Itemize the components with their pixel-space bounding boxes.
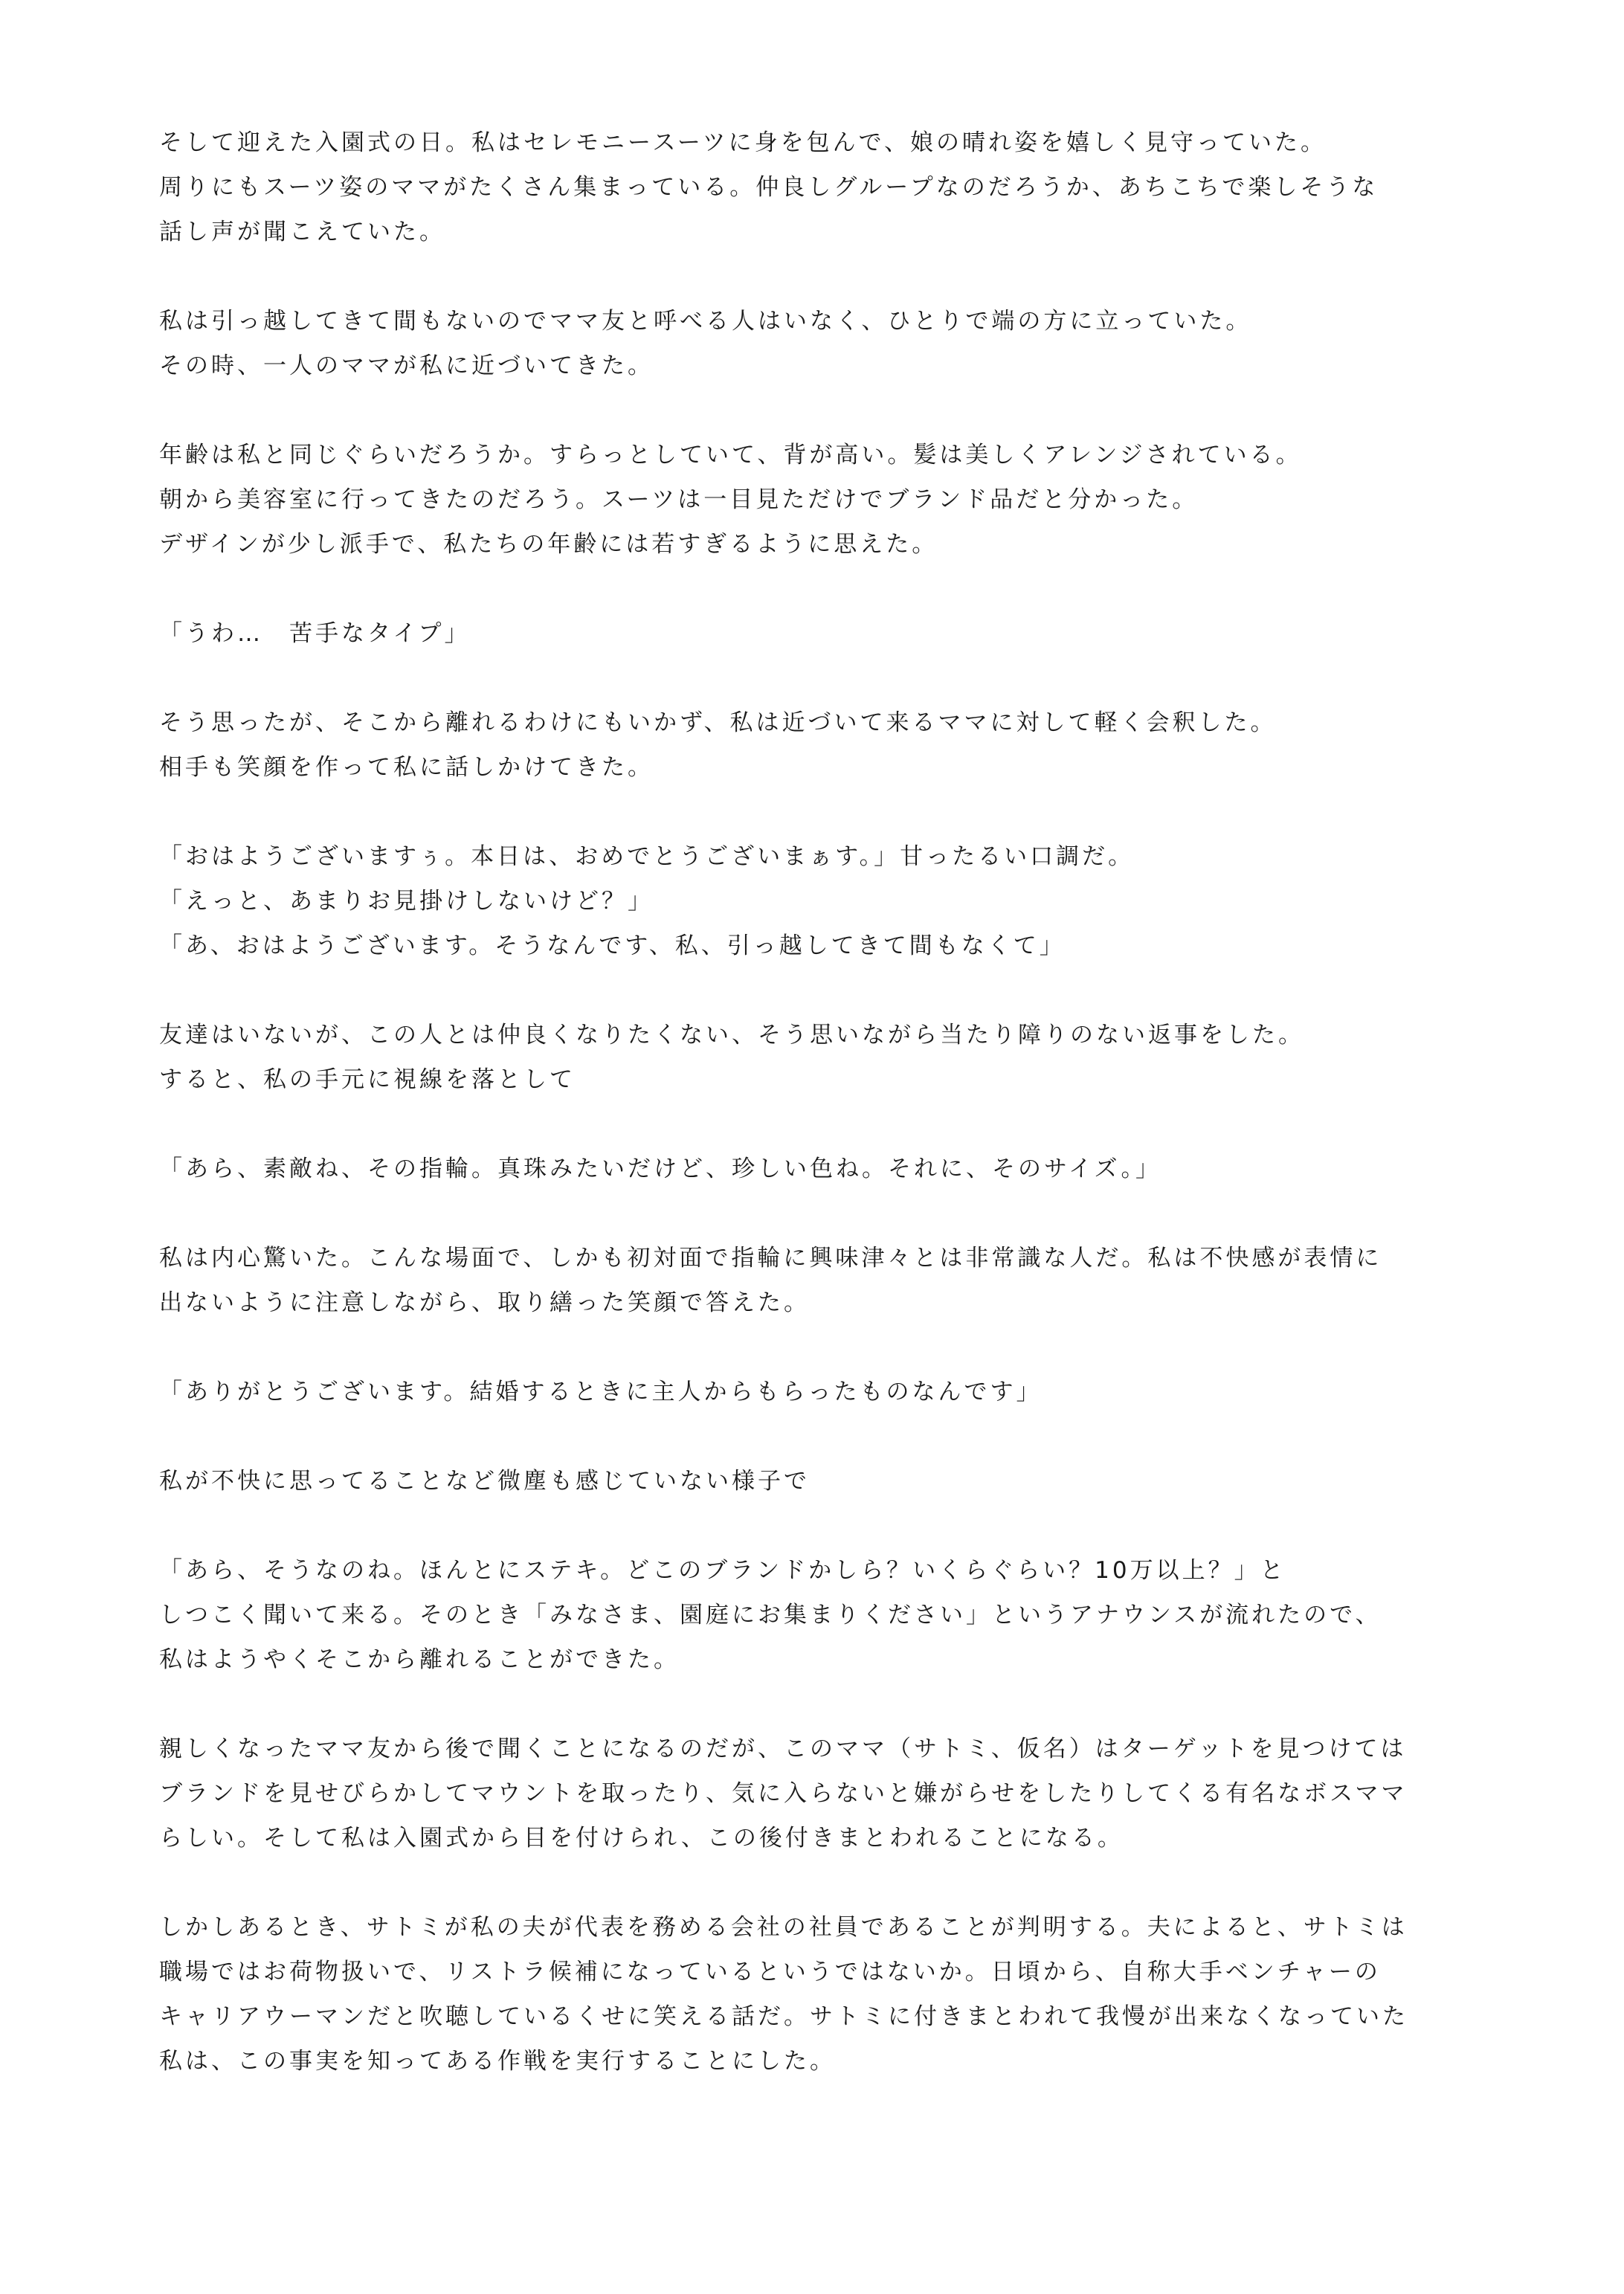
text-line: 私が不快に思ってることなど微塵も感じていない様子で	[159, 1468, 810, 1495]
text-line: そう思ったが、そこから離れるわけにもいかず、私は近づいて来るママに対して軽く会釈した。	[159, 709, 1277, 736]
text-line: 友達はいないが、この人とは仲良くなりたくない、そう思いながら当たり障りのない返事をした。	[159, 1022, 1304, 1048]
text-line: 私は、この事実を知ってある作戦を実行することにした。	[159, 2048, 836, 2075]
paragraph	[159, 611, 1490, 656]
paragraph	[159, 1013, 1490, 1102]
text-line: そして迎えた入園式の日。私はセレモニースーツに身を包んで、娘の晴れ姿を嬉しく見守っていた。	[159, 129, 1327, 156]
text-line: 年齢は私と同じぐらいだろうか。すらっとしていて、背が高い。髪は美しくアレンジされている。	[159, 442, 1302, 468]
text-line: 「ありがとうございます。結婚するときに主人からもらったものなんです」	[159, 1379, 1043, 1405]
paragraph	[159, 1905, 1490, 2084]
text-line: 出ないように注意しながら、取り繕った笑顔で答えた。	[159, 1289, 810, 1316]
paragraph	[159, 1370, 1490, 1414]
paragraph	[159, 1236, 1490, 1325]
text-line: 周りにもスーツ姿のママがたくさん集まっている。仲良しグループなのだろうか、あちこちで楽しそうな	[159, 174, 1379, 201]
text-line: しつこく聞いて来る。そのとき「みなさま、園庭にお集まりください」というアナウンスが流れたので、	[159, 1602, 1382, 1628]
text-line: 親しくなったママ友から後で聞くことになるのだが、このママ（サトミ、仮名）はターゲットを見つけては	[159, 1736, 1407, 1762]
text-line: キャリアウーマンだと吹聴しているくせに笑える話だ。サトミに付きまとわれて我慢が出来なくなっていた	[159, 2003, 1408, 2030]
paragraph	[159, 1548, 1490, 1682]
paragraph	[159, 1459, 1490, 1504]
text-line: 私は引っ越してきて間もないのでママ友と呼べる人はいなく、ひとりで端の方に立っていた。	[159, 308, 1252, 335]
text-line: 「あ、おはようございます。そうなんです、私、引っ越してきて間もなくて」	[159, 932, 1066, 959]
text-line: 「えっと、あまりお見掛けしないけど？」	[159, 888, 654, 915]
text-line: 私はようやくそこから離れることができた。	[159, 1646, 680, 1673]
text-line: しかしあるとき、サトミが私の夫が代表を務める会社の社員であることが判明する。夫によると、サトミは	[159, 1914, 1408, 1941]
paragraph	[159, 1727, 1490, 1860]
text-line: ブランドを見せびらかしてマウントを取ったり、気に入らないと嫌がらせをしたりしてくる有名なボスママ	[159, 1780, 1408, 1807]
text-line: 職場ではお荷物扱いで、リストラ候補になっているというではないか。日頃から、自称大手ベンチャーの	[159, 1959, 1381, 1985]
text-line: デザインが少し派手で、私たちの年齢には若すぎるように思えた。	[159, 531, 938, 558]
paragraph	[159, 120, 1490, 254]
text-line: らしい。そして私は入園式から目を付けられ、この後付きまとわれることになる。	[159, 1825, 1124, 1852]
text-line: 「あら、素敵ね、その指輪。真珠みたいだけど、珍しい色ね。それに、そのサイズ。」	[159, 1156, 1161, 1182]
text-line: 話し声が聞こえていた。	[159, 219, 445, 245]
text-line: 相手も笑顔を作って私に話しかけてきた。	[159, 754, 654, 781]
text-line: その時、一人のママが私に近づいてきた。	[159, 352, 654, 379]
text-line: 朝から美容室に行ってきたのだろう。スーツは一目見ただけでブランド品だと分かった。	[159, 486, 1199, 513]
paragraph	[159, 834, 1490, 968]
paragraph	[159, 299, 1490, 388]
paragraph	[159, 1147, 1490, 1191]
text-line: 「うわ… 苦手なタイプ」	[159, 620, 471, 647]
text-line: 私は内心驚いた。こんな場面で、しかも初対面で指輪に興味津々とは非常識な人だ。私は不快感が表情に	[159, 1245, 1382, 1272]
paragraph	[159, 700, 1490, 790]
body-text	[159, 120, 1490, 2084]
paragraph	[159, 433, 1490, 567]
text-line: 「おはようございますぅ。本日は、おめでとうございまぁす。」甘ったるい口調だ。	[159, 843, 1135, 870]
text-line: すると、私の手元に視線を落として	[159, 1066, 576, 1093]
text-line: 「あら、そうなのね。ほんとにステキ。どこのブランドかしら？いくらぐらい？10万以上？」と	[159, 1557, 1286, 1584]
